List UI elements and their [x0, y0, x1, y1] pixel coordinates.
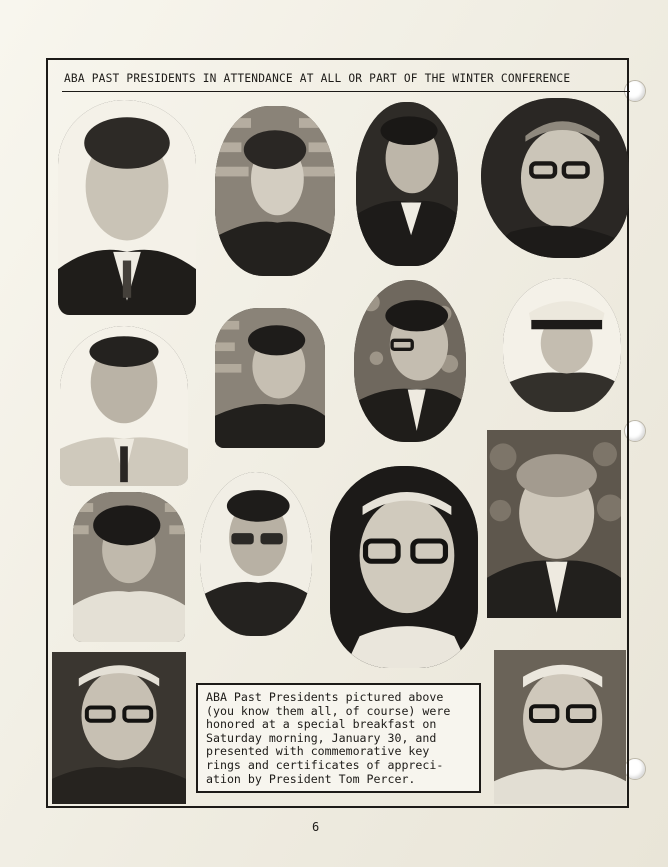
portrait-photo-14	[494, 650, 626, 804]
portrait-photo-5	[60, 326, 188, 486]
portrait-photo-6	[215, 308, 325, 448]
portrait-photo-8	[503, 278, 621, 412]
portrait-photo-10	[200, 472, 312, 636]
portrait-photo-3	[356, 102, 458, 266]
portrait-photo-2	[215, 106, 335, 276]
page-number: 6	[312, 820, 320, 834]
portrait-photo-13	[52, 652, 186, 804]
portrait-photo-12	[487, 430, 621, 618]
page-title: ABA PAST PRESIDENTS IN ATTENDANCE AT ALL OR PART OF THE WINTER CONFERENCE	[64, 72, 571, 85]
portrait-photo-1	[58, 100, 196, 315]
caption-text: ABA Past Presidents pictured above (you know them all, of course) were honored at a special breakfast on Saturday morning, January 30, and presented with commemorative key rings and certificates of appreci- ation by President Tom Percer.	[206, 690, 451, 786]
portrait-photo-4	[481, 98, 629, 258]
portrait-photo-11	[330, 466, 478, 668]
title-underline	[62, 91, 630, 92]
portrait-photo-7	[354, 280, 466, 442]
portrait-photo-9	[73, 492, 185, 642]
